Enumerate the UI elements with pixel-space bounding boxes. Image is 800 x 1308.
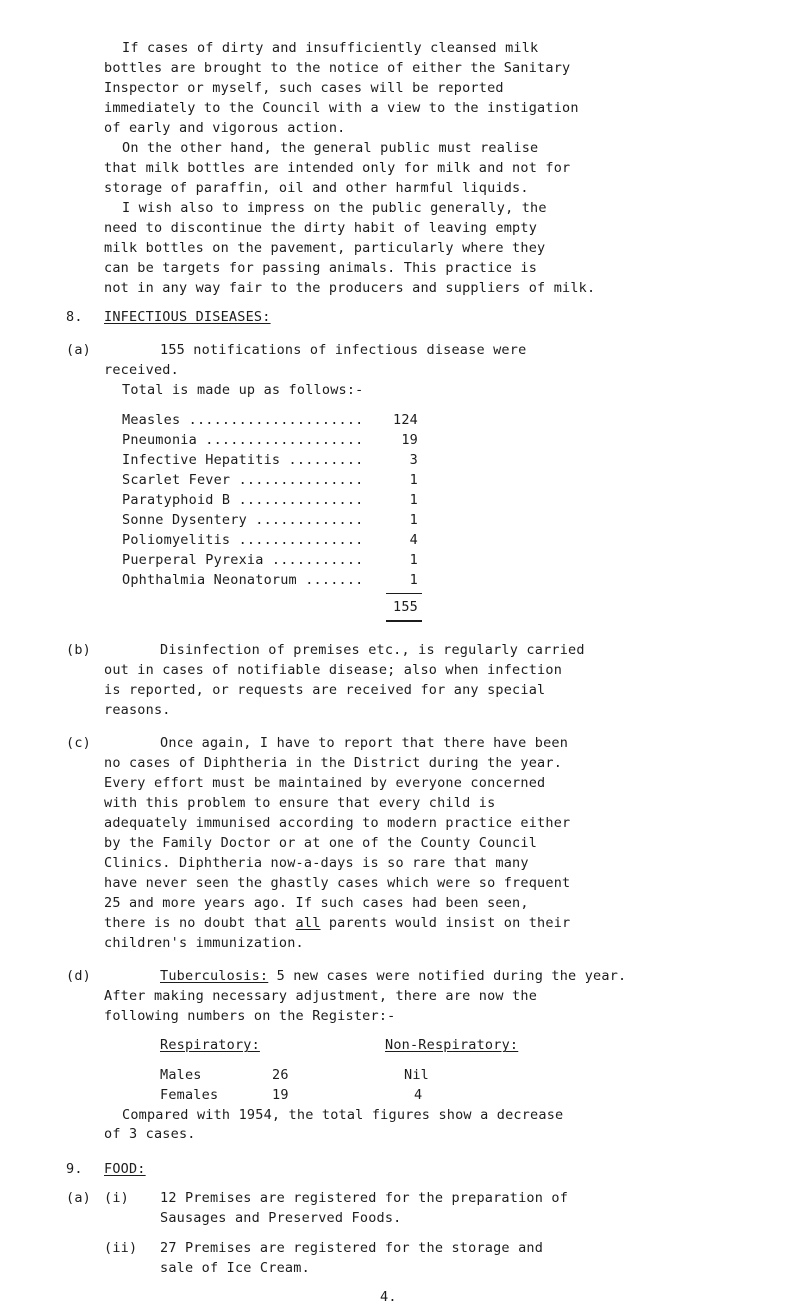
diphtheria-text [104,914,570,933]
diphtheria-text: with this problem to ensure that every child is [104,795,496,812]
food-ii-marker: (ii) [104,1239,138,1256]
disease-count: 1 [409,552,418,569]
section-9-number: 9. [66,1160,83,1177]
disease-count: 1 [409,492,418,509]
diphtheria-text: Once again, I have to report that there have been [160,735,569,752]
notifications-text: received. [104,362,179,378]
respiratory-heading: Respiratory: [160,1037,260,1054]
disease-name: Ophthalmia Neonatorum ....... [122,572,364,589]
intro-line: bottles are brought to the notice of either the Sanitary [104,60,571,76]
item-b-marker: (b) [66,642,91,659]
intro-line: I wish also to impress on the public generally, the [122,199,547,216]
item-c-marker: (c) [66,735,91,752]
tuberculosis-text: following numbers on the Register:- [104,1007,396,1024]
diphtheria-text: by the Family Doctor or at one of the County Council [104,835,538,852]
register-non-respiratory-value: 4 [414,1086,423,1103]
section-8-heading: INFECTIOUS DISEASES: [104,309,271,326]
intro-line: that milk bottles are intended only for milk and not for [104,159,571,176]
disinfection-text: out in cases of notifiable disease; also when infection [104,662,563,679]
disease-name: Pneumonia ................... [122,432,364,449]
intro-line: Inspector or myself, such cases will be reported [104,79,504,96]
tuberculosis-line [160,967,626,986]
register-respiratory-value: 19 [272,1086,289,1103]
disease-name: Poliomyelitis ............... [122,532,364,549]
notifications-text: 155 notifications of infectious disease were [160,342,527,359]
item-d-marker: (d) [66,967,91,984]
register-non-respiratory-value: Nil [404,1066,429,1083]
disease-count: 124 [393,412,418,429]
intro-line: not in any way fair to the producers and suppliers of milk. [104,279,596,296]
disease-total: 155 [393,599,418,615]
comparison-text: Compared with 1954, the total figures show a decrease [122,1106,564,1123]
food-i-marker: (i) [104,1190,129,1207]
disease-count: 1 [409,572,418,589]
diphtheria-text: Clinics. Diphtheria now-a-days is so rare that many [104,855,529,871]
section-9-heading: FOOD: [104,1160,146,1177]
total-double-rule [386,620,422,622]
food-text: 12 Premises are registered for the preparation of [160,1190,569,1207]
diphtheria-text-end: parents would insist on their [320,914,571,931]
intro-line: immediately to the Council with a view to the instigation [104,99,579,116]
intro-line: need to discontinue the dirty habit of leaving empty [104,219,538,236]
intro-line: of early and vigorous action. [104,119,346,136]
tuberculosis-heading: Tuberculosis: [160,967,269,984]
register-row-label: Females [160,1086,219,1103]
diphtheria-text: adequately immunised according to modern practice either [104,815,571,832]
register-row-label: Males [160,1066,202,1083]
disease-count: 1 [409,512,418,529]
disease-name: Scarlet Fever ............... [122,472,364,489]
food-text: Sausages and Preserved Foods. [160,1210,402,1226]
food-text: 27 Premises are registered for the storage and [160,1239,544,1256]
non-respiratory-heading: Non-Respiratory: [385,1037,519,1054]
food-a-marker: (a) [66,1190,91,1207]
diphtheria-text: have never seen the ghastly cases which were so frequent [104,875,571,891]
disease-count: 1 [409,472,418,489]
comparison-text: of 3 cases. [104,1125,196,1142]
register-respiratory-value: 26 [272,1066,289,1083]
item-a-marker: (a) [66,342,91,359]
diphtheria-text: 25 and more years ago. If such cases had been seen, [104,894,529,911]
emphasis-word: all [295,914,321,931]
disease-name: Infective Hepatitis ......... [122,452,364,469]
disease-name: Puerperal Pyrexia ........... [122,552,364,569]
diphtheria-text: Every effort must be maintained by everyone concerned [104,775,546,792]
diphtheria-text: children's immunization. [104,934,304,951]
intro-line: can be targets for passing animals. This practice is [104,259,538,276]
notifications-text: Total is made up as follows:- [122,382,364,398]
disease-count: 3 [409,452,418,469]
total-rule [386,593,422,594]
intro-line: milk bottles on the pavement, particularly where they [104,239,546,256]
page-number: 4. [380,1289,397,1305]
disease-name: Sonne Dysentery ............. [122,512,364,529]
disease-name: Paratyphoid B ............... [122,492,364,509]
disease-count: 4 [409,532,418,549]
section-8-number: 8. [66,309,83,326]
disinfection-text: is reported, or requests are received for any special [104,682,546,699]
disease-name: Measles ..................... [122,412,364,429]
disease-count: 19 [401,432,418,449]
diphtheria-text: no cases of Diphtheria in the District during the year. [104,755,563,772]
intro-line: storage of paraffin, oil and other harmful liquids. [104,179,529,196]
tuberculosis-text: 5 new cases were notified during the year. [268,967,627,984]
diphtheria-text-start: there is no doubt that [104,914,296,931]
tuberculosis-text: After making necessary adjustment, there are now the [104,987,538,1004]
intro-line: On the other hand, the general public must realise [122,139,539,156]
disinfection-text: Disinfection of premises etc., is regularly carried [160,642,585,659]
intro-line: If cases of dirty and insufficiently cleansed milk [122,40,539,56]
disinfection-text: reasons. [104,702,171,719]
food-text: sale of Ice Cream. [160,1259,310,1276]
